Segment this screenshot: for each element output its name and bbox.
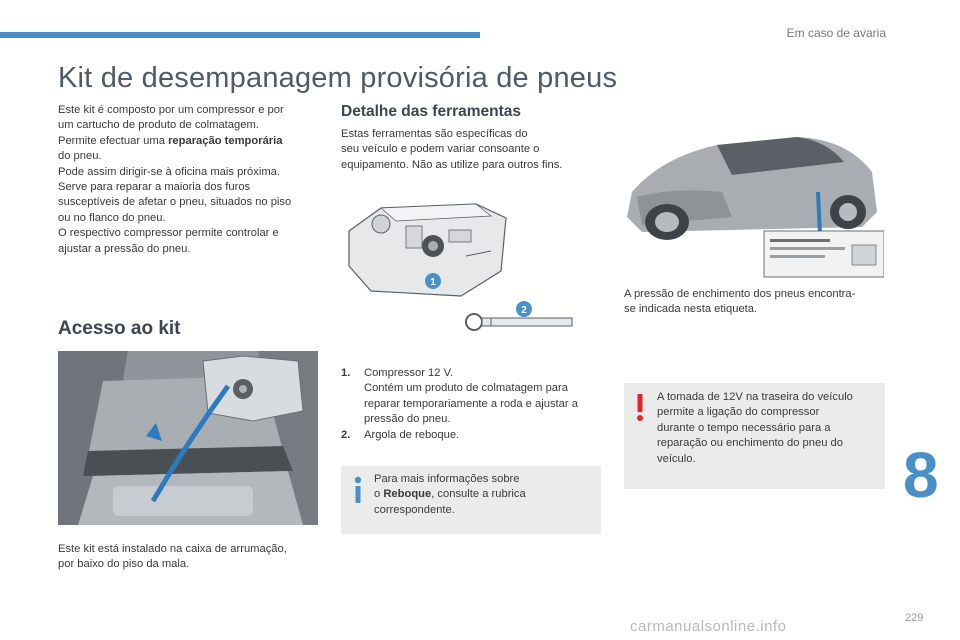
info-box	[341, 466, 601, 534]
trunk-illustration	[58, 351, 318, 525]
intro-line: O respectivo compressor permite controlar e	[58, 227, 279, 240]
warning-line: veículo.	[657, 452, 696, 465]
car-and-label-illustration	[622, 117, 884, 282]
list-number: 2.	[341, 428, 351, 441]
list-line: Contém um produto de colmatagem para	[364, 382, 568, 395]
list-item-text	[364, 366, 578, 428]
pressure-line: se indicada nesta etiqueta.	[624, 303, 758, 316]
intro-paragraph	[58, 103, 328, 257]
tools-heading: Detalhe das ferramentas	[341, 103, 522, 120]
info-emphasis: Reboque	[383, 488, 432, 501]
car-photo	[622, 117, 884, 282]
access-caption	[58, 542, 328, 573]
warning-box	[624, 383, 885, 489]
compressor-and-tow-eye-drawing	[341, 196, 606, 346]
intro-emphasis: reparação temporária	[168, 134, 283, 147]
intro-line: Este kit é composto por um compressor e por	[58, 104, 284, 116]
warning-line: A tomada de 12V na traseira do veículo	[657, 391, 853, 403]
intro-text: Permite efectuar uma	[58, 134, 169, 147]
tools-list	[341, 366, 606, 443]
list-line: pressão do pneu.	[364, 413, 451, 426]
warning-line: durante o tempo necessário para a	[657, 421, 831, 434]
tools-description	[341, 127, 606, 173]
tools-desc-line: seu veículo e podem variar consoante o	[341, 143, 540, 156]
list-line: reparar temporariamente a roda e ajustar a	[364, 397, 578, 410]
info-text	[374, 472, 594, 518]
access-heading: Acesso ao kit	[58, 318, 181, 339]
caption-line: por baixo do piso da mala.	[58, 558, 190, 571]
intro-line: ajustar a pressão do pneu.	[58, 242, 191, 255]
list-item-text	[364, 428, 459, 443]
intro-line: Serve para reparar a maioria dos furos	[58, 181, 251, 194]
tools-desc-line: Estas ferramentas são específicas do	[341, 128, 528, 140]
section-label: Em caso de avaria	[786, 26, 886, 40]
exclamation-icon	[636, 394, 644, 422]
watermark: carmanualsonline.info	[630, 618, 787, 635]
pressure-line: A pressão de enchimento dos pneus encontra-	[624, 288, 856, 300]
warning-text	[657, 390, 879, 467]
list-line: Compressor 12 V.	[364, 367, 454, 379]
warning-line: reparação ou enchimento do pneu do	[657, 437, 843, 450]
info-text-part: , consulte a rubrica	[431, 488, 526, 501]
header-accent-bar	[0, 32, 480, 38]
intro-line: Pode assim dirigir-se à oficina mais próxima.	[58, 165, 280, 178]
intro-line: um cartucho de produto de colmatagem.	[58, 119, 259, 132]
callout-1-label: 1	[430, 277, 436, 288]
intro-line: do pneu.	[58, 150, 102, 163]
callout-2-label: 2	[521, 305, 527, 316]
intro-line: ou no flanco do pneu.	[58, 211, 166, 224]
page-number: 229	[905, 612, 924, 624]
tools-illustration	[341, 196, 606, 346]
caption-line: Este kit está instalado na caixa de arrumação,	[58, 543, 287, 555]
info-line: Para mais informações sobre	[374, 473, 520, 485]
list-number: 1.	[341, 367, 351, 379]
info-line: correspondente.	[374, 503, 455, 516]
tools-desc-line: equipamento. Não as utilize para outros fins.	[341, 158, 563, 171]
tools-list-item-1	[341, 366, 606, 428]
info-line	[374, 487, 594, 502]
chapter-number: 8	[903, 439, 939, 511]
pressure-caption	[624, 287, 886, 318]
trunk-photo	[58, 351, 318, 525]
warning-line: permite a ligação do compressor	[657, 406, 820, 419]
list-line: Argola de reboque.	[364, 428, 460, 441]
intro-line	[58, 134, 328, 149]
info-text-part: o	[374, 488, 384, 501]
page-title: Kit de desempanagem provisória de pneus	[58, 62, 618, 94]
intro-line: susceptíveis de afetar o pneu, situados no piso	[58, 196, 292, 209]
tools-list-item-2	[341, 428, 606, 443]
info-icon	[353, 476, 363, 504]
